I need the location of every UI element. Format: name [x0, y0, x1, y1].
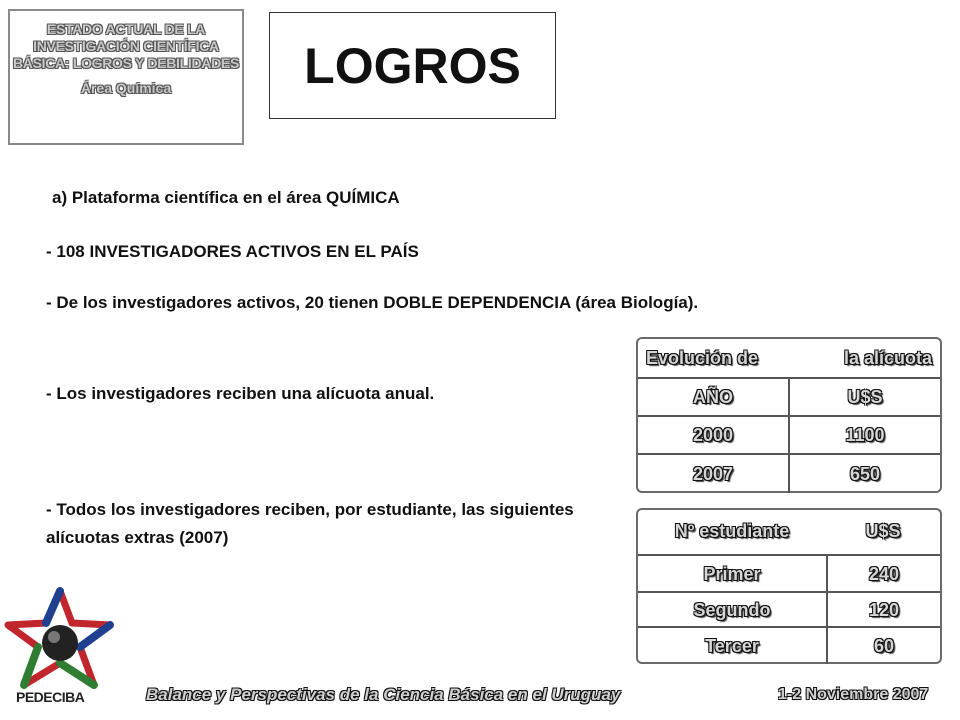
- bullet-double-dependency: - De los investigadores activos, 20 tienen DOBLE DEPENDENCIA (área Biología).: [46, 293, 699, 312]
- table-row: [638, 415, 940, 454]
- table1-title-left: Evolución de: [646, 347, 759, 368]
- table-row: [638, 453, 940, 493]
- table2-student-cell: Primer: [703, 563, 761, 584]
- logo-text: PEDECIBA: [16, 689, 85, 705]
- header-box-title: ESTADO ACTUAL DE LA INVESTIGACIÓN CIENTÍFICA BÁSICA: LOGROS Y DEBILIDADES: [13, 21, 239, 71]
- table-row: [638, 626, 940, 664]
- table1-year-cell: 2007: [692, 463, 734, 484]
- section-heading: a) Plataforma científica en el área QUÍMICA: [52, 188, 400, 207]
- table-row: [638, 591, 940, 627]
- footer-title: Balance y Perspectivas de la Ciencia Básica en el Uruguay: [146, 685, 621, 704]
- table1-title-right: la alícuota: [843, 347, 932, 368]
- table2-header-student: Nº estudiante: [674, 520, 790, 541]
- table2-usd-cell: 120: [826, 593, 940, 627]
- footer-date: 1-2 Noviembre 2007: [778, 686, 929, 703]
- aliquot-evolution-table: [636, 337, 942, 493]
- table1-year-cell: 2000: [692, 425, 734, 445]
- header-box-subtitle: Área Química: [80, 80, 172, 96]
- table1-header-usd: U$S: [788, 379, 940, 416]
- table2-header-usd: U$S: [865, 520, 901, 541]
- table2-usd-cell: 240: [826, 556, 940, 592]
- table1-header-year: AÑO: [693, 387, 733, 407]
- bullet-investigators: - 108 INVESTIGADORES ACTIVOS EN EL PAÍS: [46, 242, 419, 261]
- table-row: [638, 554, 940, 592]
- sphere-highlight-icon: [48, 631, 60, 643]
- header-box: [8, 9, 244, 145]
- bullet-extra-aliquots: - Todos los investigadores reciben, por estudiante, las siguientes alícuotas extras (2007): [46, 500, 574, 547]
- bullet-annual-aliquot: - Los investigadores reciben una alícuota anual.: [46, 384, 435, 403]
- table2-student-cell: Tercer: [705, 635, 759, 656]
- table2-header-row: [638, 510, 940, 552]
- table1-header-row: [638, 377, 940, 416]
- table1-title-row: [638, 339, 940, 377]
- star-logo-icon: [2, 585, 122, 695]
- sphere-icon: [42, 625, 78, 661]
- table1-usd-cell: 1100: [788, 417, 940, 454]
- page-title: [269, 12, 556, 119]
- table2-student-cell: Segundo: [693, 599, 771, 620]
- table2-usd-cell: 60: [826, 628, 940, 664]
- table1-usd-cell: 650: [788, 455, 940, 493]
- page-title-text: LOGROS: [304, 37, 521, 94]
- pedeciba-logo: [2, 585, 122, 715]
- student-aliquot-table: [636, 508, 942, 664]
